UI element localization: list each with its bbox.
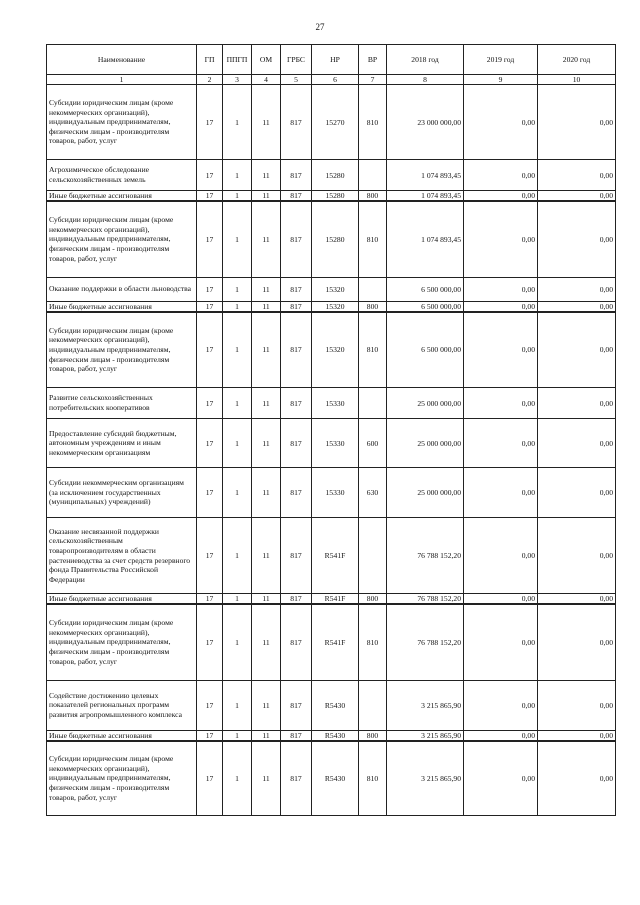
- row-vr: [359, 160, 387, 191]
- row-amount-2020: 0,00: [538, 468, 616, 518]
- row-nr: 15330: [312, 419, 359, 468]
- row-nr: 15270: [312, 85, 359, 160]
- row-amount-2020: 0,00: [538, 680, 616, 730]
- row-grbs: 817: [281, 312, 312, 388]
- row-grbs: 817: [281, 518, 312, 594]
- row-om: 11: [252, 301, 281, 312]
- row-gp: 17: [197, 518, 223, 594]
- table-row: [47, 160, 616, 191]
- row-gp: 17: [197, 201, 223, 277]
- row-om: 11: [252, 388, 281, 419]
- row-om: 11: [252, 160, 281, 191]
- row-ppgp: 1: [223, 741, 252, 816]
- row-vr: 800: [359, 594, 387, 605]
- row-om: 11: [252, 277, 281, 301]
- row-amount-2018: 76 788 152,20: [387, 604, 464, 680]
- row-gp: 17: [197, 312, 223, 388]
- row-nr: 15320: [312, 312, 359, 388]
- row-amount-2018: 6 500 000,00: [387, 312, 464, 388]
- table-row: [47, 741, 616, 816]
- row-amount-2020: 0,00: [538, 301, 616, 312]
- col-number: 9: [464, 75, 538, 85]
- row-om: 11: [252, 730, 281, 741]
- table-row: [47, 680, 616, 730]
- row-nr: R5430: [312, 680, 359, 730]
- table-row: [47, 301, 616, 312]
- row-grbs: 817: [281, 594, 312, 605]
- row-ppgp: 1: [223, 388, 252, 419]
- row-nr: R5430: [312, 730, 359, 741]
- row-ppgp: 1: [223, 730, 252, 741]
- row-ppgp: 1: [223, 85, 252, 160]
- column-number-row: [47, 75, 616, 85]
- row-om: 11: [252, 191, 281, 202]
- row-grbs: 817: [281, 201, 312, 277]
- budget-table: [46, 44, 616, 816]
- row-gp: 17: [197, 277, 223, 301]
- row-ppgp: 1: [223, 160, 252, 191]
- row-amount-2019: 0,00: [464, 518, 538, 594]
- row-vr: 810: [359, 201, 387, 277]
- row-vr: [359, 277, 387, 301]
- row-name: Предоставление субсидий бюджетным, автономным учреждениям и иным некоммерческим организациям: [47, 419, 197, 468]
- row-nr: 15280: [312, 191, 359, 202]
- row-nr: R541F: [312, 594, 359, 605]
- row-amount-2019: 0,00: [464, 468, 538, 518]
- row-vr: 810: [359, 604, 387, 680]
- row-ppgp: 1: [223, 518, 252, 594]
- row-om: 11: [252, 312, 281, 388]
- table-row: [47, 312, 616, 388]
- row-name: Содействие достижению целевых показателей региональных программ развития агропромышленного комплекса: [47, 680, 197, 730]
- row-amount-2019: 0,00: [464, 604, 538, 680]
- page-number: 27: [315, 22, 325, 32]
- row-grbs: 817: [281, 730, 312, 741]
- col-number: 7: [359, 75, 387, 85]
- row-gp: 17: [197, 419, 223, 468]
- row-nr: 15280: [312, 160, 359, 191]
- row-om: 11: [252, 518, 281, 594]
- row-amount-2018: 25 000 000,00: [387, 468, 464, 518]
- row-om: 11: [252, 419, 281, 468]
- row-ppgp: 1: [223, 201, 252, 277]
- row-amount-2019: 0,00: [464, 160, 538, 191]
- row-grbs: 817: [281, 388, 312, 419]
- row-name: Субсидии некоммерческим организациям (за исключением государственных (муниципальных) учреждений): [47, 468, 197, 518]
- row-amount-2020: 0,00: [538, 388, 616, 419]
- row-amount-2018: 76 788 152,20: [387, 518, 464, 594]
- row-grbs: 817: [281, 85, 312, 160]
- col-header-grbs: ГРБС: [281, 45, 312, 75]
- row-ppgp: 1: [223, 301, 252, 312]
- row-name: Иные бюджетные ассигнования: [47, 730, 197, 741]
- row-amount-2020: 0,00: [538, 518, 616, 594]
- row-gp: 17: [197, 468, 223, 518]
- row-ppgp: 1: [223, 419, 252, 468]
- table-row: [47, 277, 616, 301]
- col-number: 1: [47, 75, 197, 85]
- row-amount-2020: 0,00: [538, 160, 616, 191]
- row-ppgp: 1: [223, 594, 252, 605]
- row-om: 11: [252, 680, 281, 730]
- row-amount-2019: 0,00: [464, 191, 538, 202]
- row-vr: 600: [359, 419, 387, 468]
- table-row: [47, 419, 616, 468]
- row-ppgp: 1: [223, 277, 252, 301]
- row-name: Оказание несвязанной поддержки сельскохозяйственным товаропроизводителям в области растениеводства за счет средств резервного фонда Правительства Российской Федерации: [47, 518, 197, 594]
- row-ppgp: 1: [223, 604, 252, 680]
- col-header-ppgp: ППГП: [223, 45, 252, 75]
- row-grbs: 817: [281, 160, 312, 191]
- row-amount-2019: 0,00: [464, 85, 538, 160]
- row-amount-2019: 0,00: [464, 301, 538, 312]
- row-gp: 17: [197, 85, 223, 160]
- row-amount-2020: 0,00: [538, 312, 616, 388]
- row-gp: 17: [197, 594, 223, 605]
- row-gp: 17: [197, 388, 223, 419]
- row-grbs: 817: [281, 301, 312, 312]
- row-name: Субсидии юридическим лицам (кроме некоммерческих организаций), индивидуальным предпринимателям, физическим лицам - производителям товаров, работ, услуг: [47, 604, 197, 680]
- row-amount-2020: 0,00: [538, 201, 616, 277]
- row-gp: 17: [197, 680, 223, 730]
- row-gp: 17: [197, 741, 223, 816]
- row-amount-2019: 0,00: [464, 741, 538, 816]
- table-row: [47, 85, 616, 160]
- row-vr: 800: [359, 730, 387, 741]
- row-vr: [359, 518, 387, 594]
- col-header-2018: 2018 год: [387, 45, 464, 75]
- row-grbs: 817: [281, 741, 312, 816]
- row-name: Агрохимическое обследование сельскохозяйственных земель: [47, 160, 197, 191]
- row-amount-2018: 76 788 152,20: [387, 594, 464, 605]
- row-ppgp: 1: [223, 312, 252, 388]
- col-number: 3: [223, 75, 252, 85]
- row-amount-2018: 23 000 000,00: [387, 85, 464, 160]
- row-vr: [359, 680, 387, 730]
- row-name: Субсидии юридическим лицам (кроме некоммерческих организаций), индивидуальным предпринимателям, физическим лицам - производителям товаров, работ, услуг: [47, 85, 197, 160]
- row-vr: 630: [359, 468, 387, 518]
- row-nr: 15320: [312, 277, 359, 301]
- row-gp: 17: [197, 301, 223, 312]
- row-grbs: 817: [281, 277, 312, 301]
- row-gp: 17: [197, 730, 223, 741]
- row-vr: 800: [359, 191, 387, 202]
- row-name: Развитие сельскохозяйственных потребительских кооперативов: [47, 388, 197, 419]
- row-om: 11: [252, 594, 281, 605]
- row-ppgp: 1: [223, 191, 252, 202]
- row-om: 11: [252, 741, 281, 816]
- col-number: 4: [252, 75, 281, 85]
- row-amount-2020: 0,00: [538, 419, 616, 468]
- row-name: Иные бюджетные ассигнования: [47, 191, 197, 202]
- row-amount-2019: 0,00: [464, 201, 538, 277]
- row-nr: R541F: [312, 518, 359, 594]
- row-amount-2018: 6 500 000,00: [387, 277, 464, 301]
- row-gp: 17: [197, 191, 223, 202]
- table-row: [47, 604, 616, 680]
- col-number: 10: [538, 75, 616, 85]
- row-name: Субсидии юридическим лицам (кроме некоммерческих организаций), индивидуальным предпринимателям, физическим лицам - производителям товаров, работ, услуг: [47, 201, 197, 277]
- row-nr: 15330: [312, 388, 359, 419]
- col-header-name: Наименование: [47, 45, 197, 75]
- row-amount-2018: 25 000 000,00: [387, 419, 464, 468]
- table-row: [47, 594, 616, 605]
- row-vr: 800: [359, 301, 387, 312]
- row-vr: 810: [359, 741, 387, 816]
- col-header-2020: 2020 год: [538, 45, 616, 75]
- col-header-vr: ВР: [359, 45, 387, 75]
- row-amount-2020: 0,00: [538, 85, 616, 160]
- row-amount-2019: 0,00: [464, 419, 538, 468]
- row-om: 11: [252, 468, 281, 518]
- row-name: Субсидии юридическим лицам (кроме некоммерческих организаций), индивидуальным предпринимателям, физическим лицам - производителям товаров, работ, услуг: [47, 312, 197, 388]
- row-ppgp: 1: [223, 680, 252, 730]
- row-ppgp: 1: [223, 468, 252, 518]
- row-gp: 17: [197, 160, 223, 191]
- row-nr: 15280: [312, 201, 359, 277]
- row-vr: 810: [359, 85, 387, 160]
- header-row: [47, 45, 616, 75]
- row-name: Иные бюджетные ассигнования: [47, 594, 197, 605]
- col-number: 5: [281, 75, 312, 85]
- row-amount-2018: 3 215 865,90: [387, 680, 464, 730]
- row-nr: 15320: [312, 301, 359, 312]
- row-om: 11: [252, 85, 281, 160]
- row-amount-2019: 0,00: [464, 312, 538, 388]
- col-number: 8: [387, 75, 464, 85]
- col-header-gp: ГП: [197, 45, 223, 75]
- col-header-om: ОМ: [252, 45, 281, 75]
- table-row: [47, 388, 616, 419]
- col-number: 2: [197, 75, 223, 85]
- table-row: [47, 468, 616, 518]
- row-grbs: 817: [281, 604, 312, 680]
- row-gp: 17: [197, 604, 223, 680]
- row-vr: 810: [359, 312, 387, 388]
- row-nr: 15330: [312, 468, 359, 518]
- row-amount-2018: 1 074 893,45: [387, 201, 464, 277]
- col-number: 6: [312, 75, 359, 85]
- row-amount-2020: 0,00: [538, 741, 616, 816]
- row-amount-2019: 0,00: [464, 277, 538, 301]
- row-nr: R5430: [312, 741, 359, 816]
- col-header-2019: 2019 год: [464, 45, 538, 75]
- row-amount-2020: 0,00: [538, 191, 616, 202]
- row-name: Оказание поддержки в области льноводства: [47, 277, 197, 301]
- row-amount-2018: 3 215 865,90: [387, 730, 464, 741]
- row-grbs: 817: [281, 680, 312, 730]
- row-nr: R541F: [312, 604, 359, 680]
- row-grbs: 817: [281, 468, 312, 518]
- table-row: [47, 201, 616, 277]
- row-grbs: 817: [281, 191, 312, 202]
- row-amount-2020: 0,00: [538, 277, 616, 301]
- col-header-nr: НР: [312, 45, 359, 75]
- row-amount-2018: 25 000 000,00: [387, 388, 464, 419]
- row-amount-2018: 1 074 893,45: [387, 160, 464, 191]
- table-row: [47, 518, 616, 594]
- row-amount-2020: 0,00: [538, 730, 616, 741]
- row-amount-2018: 6 500 000,00: [387, 301, 464, 312]
- row-om: 11: [252, 201, 281, 277]
- row-amount-2019: 0,00: [464, 594, 538, 605]
- row-name: Субсидии юридическим лицам (кроме некоммерческих организаций), индивидуальным предпринимателям, физическим лицам - производителям товаров, работ, услуг: [47, 741, 197, 816]
- row-amount-2020: 0,00: [538, 604, 616, 680]
- row-om: 11: [252, 604, 281, 680]
- row-amount-2019: 0,00: [464, 388, 538, 419]
- row-grbs: 817: [281, 419, 312, 468]
- table-row: [47, 730, 616, 741]
- row-amount-2019: 0,00: [464, 680, 538, 730]
- row-amount-2018: 1 074 893,45: [387, 191, 464, 202]
- row-name: Иные бюджетные ассигнования: [47, 301, 197, 312]
- row-amount-2018: 3 215 865,90: [387, 741, 464, 816]
- table-row: [47, 191, 616, 202]
- row-vr: [359, 388, 387, 419]
- row-amount-2019: 0,00: [464, 730, 538, 741]
- row-amount-2020: 0,00: [538, 594, 616, 605]
